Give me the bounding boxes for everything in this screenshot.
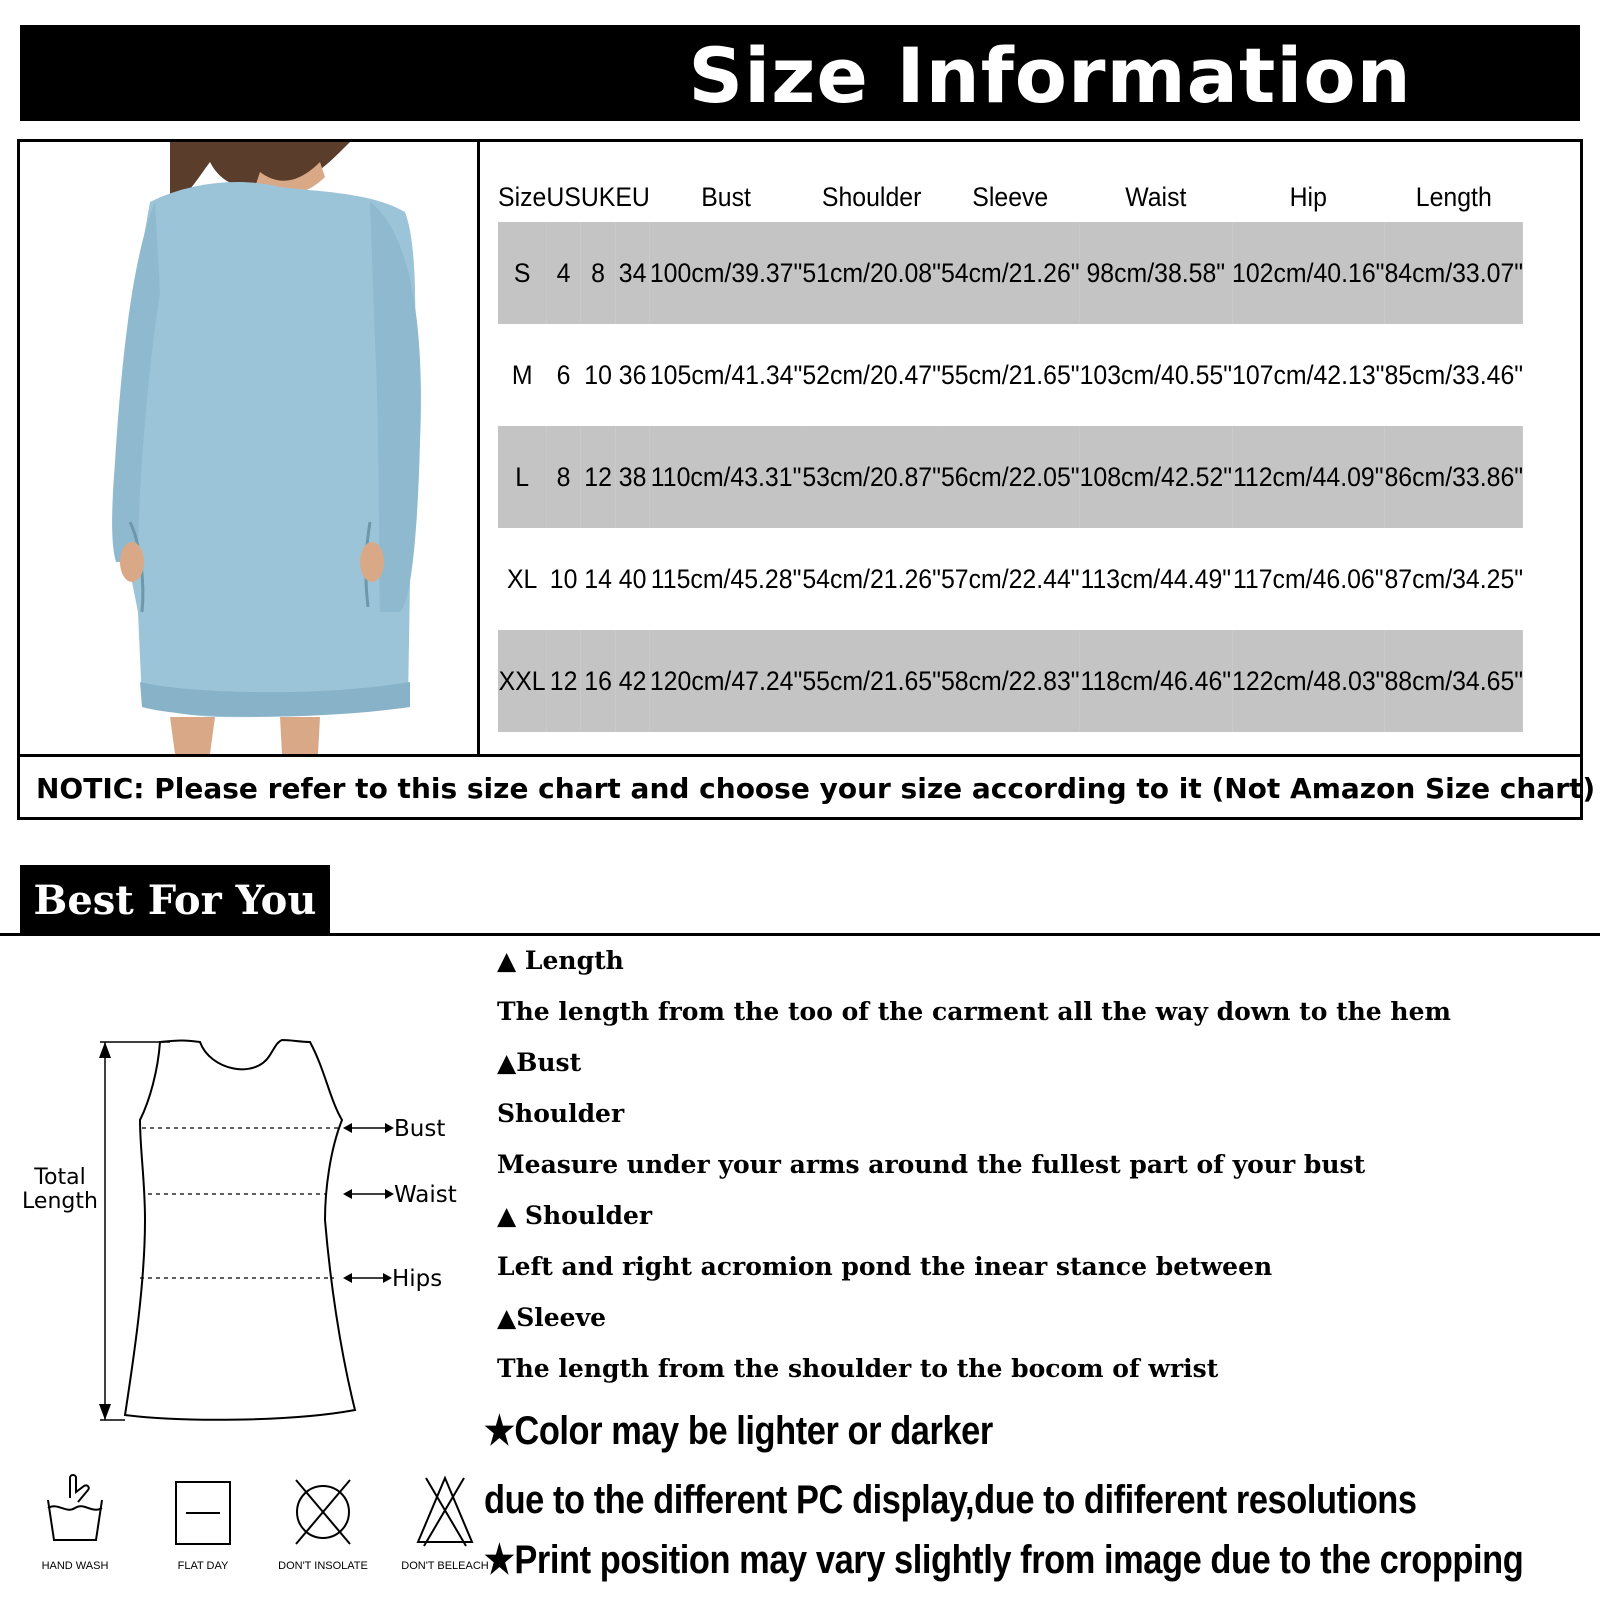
column-header: Hip: [1289, 181, 1327, 212]
dont-insolate-icon: [288, 1470, 358, 1550]
section-title-best-for-you: Best For You: [20, 865, 330, 935]
measurement-diagram: [0, 1020, 480, 1450]
column-header: Bust: [701, 181, 751, 212]
table-cell: 102cm/40.16": [1232, 222, 1384, 324]
column-header: Size: [498, 181, 547, 212]
header-bar: [20, 25, 1580, 121]
table-cell: 55cm/21.65": [802, 630, 941, 732]
total-length-label-1: Total: [34, 1165, 86, 1190]
table-cell: 122cm/48.03": [1232, 630, 1384, 732]
table-cell: 87cm/34.25": [1384, 563, 1524, 594]
table-cell: 115cm/45.28": [650, 563, 802, 594]
table-cell: 103cm/40.55": [1079, 359, 1233, 390]
desc-heading-shoulder: ▲ Shoulder: [497, 1201, 653, 1230]
table-cell: 84cm/33.07": [1384, 222, 1523, 324]
table-cell: 107cm/42.13": [1232, 359, 1385, 390]
table-cell: 4: [546, 222, 581, 324]
flat-dry-icon: [168, 1470, 238, 1550]
column-header: US: [546, 181, 581, 212]
desc-text-shoulder-2: Left and right acromion pond the inear stance between: [497, 1252, 1273, 1281]
table-cell: 56cm/22.05": [941, 426, 1080, 528]
desc-text-bust: Measure under your arms around the fullest part of your bust: [497, 1150, 1366, 1179]
size-table-area: [498, 142, 1578, 754]
model-photo: [20, 142, 480, 754]
care-item-flat-dry: [148, 1470, 258, 1572]
desc-heading-length: ▲ Length: [497, 946, 624, 975]
table-cell: M: [511, 359, 533, 390]
table-cell: 42: [615, 630, 650, 732]
waist-label: Waist: [394, 1182, 457, 1208]
table-row: [498, 426, 1523, 528]
bust-label: Bust: [394, 1116, 446, 1142]
table-cell: 12: [546, 630, 581, 732]
care-item-dont-insolate: [268, 1470, 378, 1572]
note-print: ★Print position may vary slightly from image due to the cropping: [484, 1538, 1524, 1582]
table-cell: 105cm/41.34": [649, 359, 803, 390]
hips-label: Hips: [392, 1266, 443, 1292]
table-cell: 53cm/20.87": [802, 426, 941, 528]
table-row: [498, 222, 1523, 324]
table-cell: 57cm/22.44": [940, 563, 1080, 594]
size-info-frame: [17, 139, 1596, 820]
table-cell: XL: [506, 563, 538, 594]
table-cell: 14: [584, 563, 612, 594]
table-cell: 40: [618, 563, 647, 594]
table-row: [498, 630, 1523, 732]
table-cell: 85cm/33.46": [1384, 359, 1524, 390]
table-cell: 88cm/34.65": [1384, 630, 1523, 732]
table-cell: L: [498, 426, 546, 528]
table-cell: 34: [615, 222, 650, 324]
table-cell: 110cm/43.31": [650, 426, 802, 528]
table-row: [498, 528, 1523, 630]
table-cell: S: [498, 222, 546, 324]
column-header: UK: [580, 181, 616, 212]
table-cell: 54cm/21.26": [941, 222, 1080, 324]
note-color-1: ★Color may be lighter or darker: [484, 1409, 993, 1453]
page-title: Size Information: [688, 31, 1412, 120]
care-item-hand-wash: [20, 1470, 130, 1572]
flat-dry-caption: FLAT DAY: [177, 1560, 229, 1572]
table-cell: 51cm/20.08": [802, 222, 941, 324]
desc-text-shoulder: Shoulder: [497, 1099, 625, 1128]
total-length-label-2: Length: [22, 1189, 98, 1214]
hand-wash-caption: HAND WASH: [41, 1560, 109, 1572]
table-cell: 8: [546, 426, 581, 528]
dont-insolate-caption: DON'T INSOLATE: [278, 1560, 368, 1572]
table-cell: 52cm/20.47": [802, 359, 941, 390]
table-cell: 86cm/33.86": [1384, 426, 1523, 528]
measurement-descriptions: [497, 935, 1587, 1394]
table-header-row: [498, 172, 1523, 222]
note-color-2: due to the different PC display,due to dififerent resolutions: [484, 1478, 1417, 1522]
notice-text: NOTIC: Please refer to this size chart and choose your size according to it (Not Amazon Size chart): [20, 754, 1580, 820]
table-cell: 98cm/38.58": [1080, 222, 1232, 324]
desc-heading-sleeve: ▲Sleeve: [497, 1303, 607, 1332]
table-cell: 12: [581, 426, 616, 528]
dress-illustration: [20, 142, 477, 754]
dont-bleach-caption: DON'T BELEACH: [401, 1560, 489, 1572]
table-cell: 118cm/46.46": [1080, 630, 1232, 732]
column-header: Waist: [1125, 181, 1187, 212]
table-cell: 120cm/47.24": [650, 630, 802, 732]
table-row: [498, 324, 1523, 426]
table-cell: 10: [549, 563, 578, 594]
desc-heading-bust: ▲Bust: [497, 1048, 582, 1077]
size-table: [498, 172, 1523, 732]
table-cell: 36: [618, 359, 647, 390]
table-cell: 113cm/44.49": [1080, 563, 1232, 594]
table-cell: 6: [556, 359, 571, 390]
dont-bleach-icon: [410, 1470, 480, 1550]
table-cell: 112cm/44.09": [1232, 426, 1384, 528]
desc-text-length: The length from the too of the carment all the way down to the hem: [497, 997, 1451, 1026]
table-cell: 100cm/39.37": [650, 222, 802, 324]
hand-wash-icon: [40, 1470, 110, 1550]
table-cell: 8: [581, 222, 616, 324]
table-cell: 16: [581, 630, 616, 732]
desc-text-sleeve: The length from the shoulder to the bocom of wrist: [497, 1354, 1219, 1383]
table-cell: XXL: [498, 630, 546, 732]
column-header: Length: [1415, 181, 1492, 212]
table-cell: 38: [615, 426, 650, 528]
table-cell: 55cm/21.65": [940, 359, 1080, 390]
care-icons: [20, 1470, 489, 1590]
table-cell: 10: [584, 359, 612, 390]
table-cell: 108cm/42.52": [1080, 426, 1232, 528]
table-cell: 54cm/21.26": [802, 563, 941, 594]
table-cell: 117cm/46.06": [1232, 563, 1384, 594]
column-header: Sleeve: [972, 181, 1049, 212]
table-cell: 58cm/22.83": [941, 630, 1080, 732]
column-header: EU: [615, 181, 650, 212]
column-header: Shoulder: [821, 181, 922, 212]
